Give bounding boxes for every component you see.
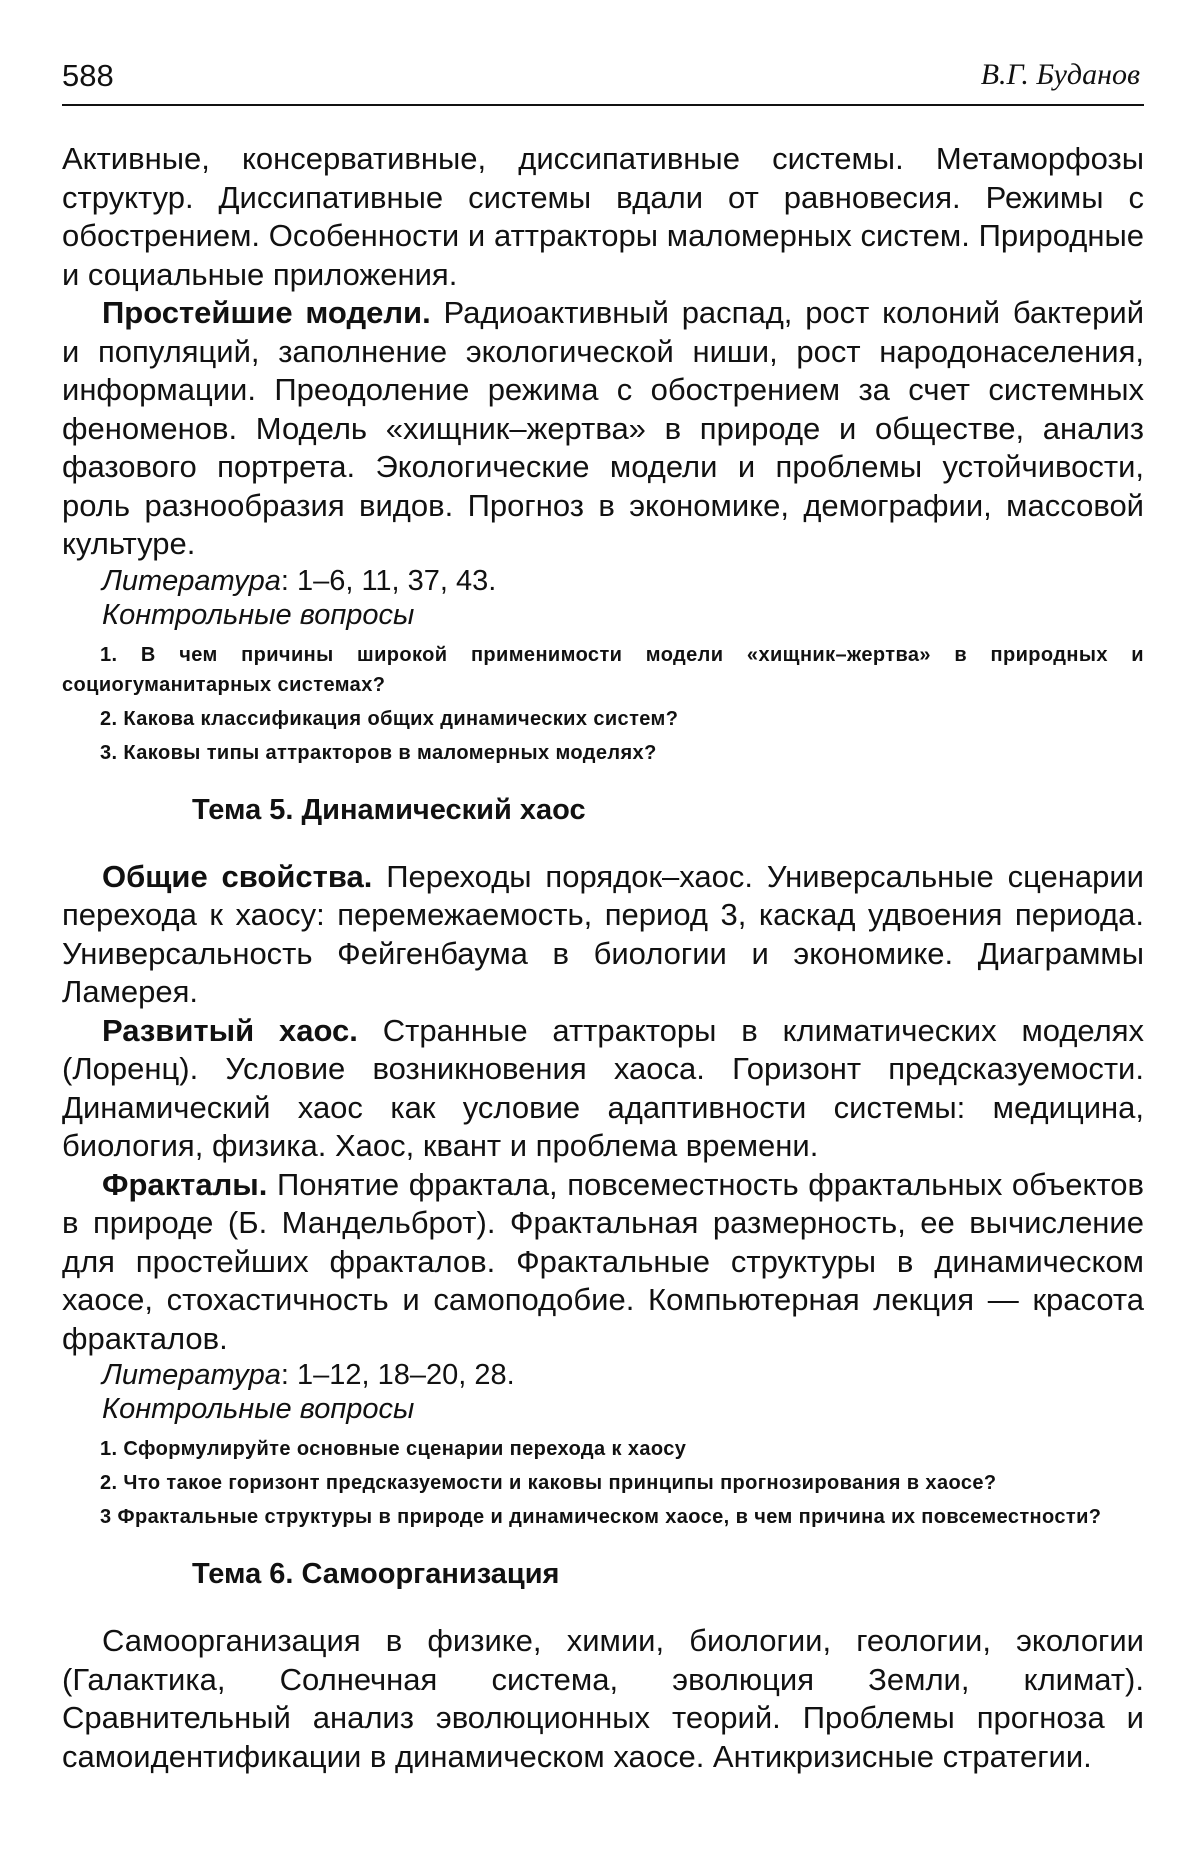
page-number: 588 <box>62 58 114 93</box>
general-properties-text: Переходы порядок–хаос. Универсальные сценарии перехода к хаосу: перемежаемость, период 3, каскад удвоения периода. Универсальность Фейгенбаума в биологии и экономике. Диаграммы Ламерея. <box>62 858 1145 1009</box>
question-item: 1. В чем причины широкой применимости модели «хищник–жертва» в природных и социогуманитарных системах? <box>62 643 1144 696</box>
theme-6-heading: Тема 6. Самоорганизация <box>192 1558 560 1590</box>
page-content <box>62 140 1144 1776</box>
fractals-heading: Фракталы. <box>102 1166 268 1202</box>
running-author: В.Г. Буданов <box>980 58 1140 91</box>
control-questions-heading: Контрольные вопросы <box>102 1393 415 1425</box>
simple-models-text: Радиоактивный распад, рост колоний бактерий и популяций, заполнение экологической ниши, рост народонаселения, информации. Преодоление режима с обострением за счет системных феноменов. Модель «хищник–жертва» в природе и обществе, анализ фазового портрета. Экологические модели и проблемы устойчивости, роль разнообразия видов. Прогноз в экономике, демографии, массовой культуре. <box>62 295 1145 561</box>
fractals-text: Понятие фрактала, повсеместность фрактальных объектов в природе (Б. Мандельброт). Фрактальная размерность, ее вычисление для простейших фракталов. Фрактальные структуры в динамическом хаосе, стохастичность и самоподобие. Компьютерная лекция — красота фракталов. <box>62 1166 1144 1356</box>
general-properties-paragraph <box>62 858 1144 1012</box>
simple-models-paragraph <box>62 294 1144 564</box>
question-item: 1. Сформулируйте основные сценарии перехода к хаосу <box>100 1438 687 1460</box>
control-questions-heading: Контрольные вопросы <box>102 598 415 631</box>
developed-chaos-text: Странные аттракторы в климатических моделях (Лоренц). Условие возникновения хаоса. Горизонт предсказуемости. Динамический хаос как условие адаптивности системы: медицина, биология, физика. Хаос, квант и проблема времени. <box>62 1012 1144 1163</box>
fractals-paragraph <box>62 1166 1144 1359</box>
question-item: 2. Какова классификация общих динамических систем? <box>100 707 679 730</box>
control-questions-list <box>62 640 1144 768</box>
intro-paragraph: Активные, консервативные, диссипативные системы. Метаморфозы структур. Диссипативные системы вдали от равновесия. Режимы с обострением. Особенности и аттракторы маломерных систем. Природные и социальные приложения. <box>62 141 1144 292</box>
literature-label: Литература <box>102 564 281 597</box>
running-head <box>62 56 1144 106</box>
question-item: 3 Фрактальные структуры в природе и динамическом хаосе, в чем причина их повсеместности? <box>100 1506 1102 1528</box>
literature-refs: : 1–12, 18–20, 28. <box>280 1359 515 1391</box>
developed-chaos-paragraph <box>62 1012 1144 1166</box>
literature-line <box>102 1358 1144 1392</box>
general-properties-heading: Общие свойства. <box>102 858 373 894</box>
literature-line <box>102 564 1144 598</box>
control-questions-list <box>62 1434 1144 1532</box>
self-organization-paragraph: Самоорганизация в физике, химии, биологии, геологии, экологии (Галактика, Солнечная система, эволюция Земли, климат). Сравнительный анализ эволюционных теорий. Проблемы прогноза и самоидентификации в динамическом хаосе. Антикризисные стратегии. <box>62 1623 1144 1774</box>
simple-models-heading: Простейшие модели. <box>102 295 431 330</box>
literature-refs: : 1–6, 11, 37, 43. <box>280 564 497 597</box>
developed-chaos-heading: Развитый хаос. <box>102 1012 358 1048</box>
literature-label: Литература <box>102 1359 281 1391</box>
theme-5-heading: Тема 5. Динамический хаос <box>192 793 586 826</box>
question-item: 3. Каковы типы аттракторов в маломерных моделях? <box>100 741 657 764</box>
question-item: 2. Что такое горизонт предсказуемости и каковы принципы прогнозирования в хаосе? <box>100 1472 997 1494</box>
